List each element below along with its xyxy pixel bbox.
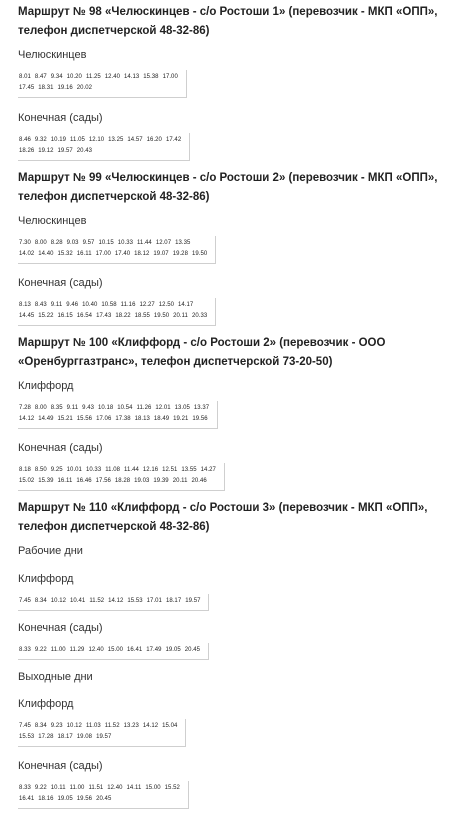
departure-time: 17.56 xyxy=(95,478,111,484)
departure-time: 9.22 xyxy=(34,785,47,791)
departure-time: 9.32 xyxy=(34,137,47,143)
departure-time: 13.05 xyxy=(174,405,190,411)
stop-label: Конечная (сады) xyxy=(18,442,103,454)
departure-time: 17.00 xyxy=(95,251,111,257)
stop-label: Клиффорд xyxy=(18,698,74,710)
departure-time: 20.45 xyxy=(96,796,112,802)
departure-time: 9.46 xyxy=(66,302,79,308)
stop-label: Клиффорд xyxy=(18,380,74,392)
departure-time: 13.37 xyxy=(193,405,210,411)
departure-time: 17.28 xyxy=(38,734,54,740)
departure-time: 10.40 xyxy=(82,302,98,308)
departure-time: 15.53 xyxy=(127,598,143,604)
times-row xyxy=(19,465,220,476)
departure-time: 11.05 xyxy=(70,137,85,143)
departure-time: 19.56 xyxy=(192,416,208,422)
timetable-box xyxy=(18,236,216,264)
departure-time: 19.08 xyxy=(76,734,93,740)
stop-label: Конечная (сады) xyxy=(18,112,103,124)
departure-time: 10.12 xyxy=(50,598,67,604)
timetable-box xyxy=(18,781,189,809)
departure-time: 8.50 xyxy=(34,467,47,473)
departure-time: 14.17 xyxy=(178,302,194,308)
departure-time: 14.40 xyxy=(38,251,54,257)
stop-label: Челюскинцев xyxy=(18,49,87,61)
departure-time: 16.20 xyxy=(146,137,162,143)
departure-time: 10.19 xyxy=(50,137,67,143)
departure-time: 19.50 xyxy=(191,251,208,257)
departure-time: 12.07 xyxy=(155,240,172,246)
departure-time: 11.44 xyxy=(124,467,139,473)
times-row xyxy=(19,783,184,794)
weekdays-heading: Рабочие дни xyxy=(18,545,83,557)
departure-time: 11.00 xyxy=(69,785,85,791)
stop-label: Челюскинцев xyxy=(18,215,87,227)
departure-time: 15.39 xyxy=(38,478,54,484)
departure-time: 19.05 xyxy=(57,796,73,802)
departure-time: 12.01 xyxy=(155,405,171,411)
departure-time: 13.25 xyxy=(108,137,124,143)
route-100-title: Маршрут № 100 «Клиффорд - с/о Ростоши 2» (перевозчик - ООО «Оренбурггазтранс», телефон диспетчерской 73-20-50) xyxy=(18,337,386,368)
departure-time: 11.52 xyxy=(89,598,105,604)
departure-time: 15.02 xyxy=(19,478,35,484)
timetable-box xyxy=(18,594,209,611)
departure-time: 8.18 xyxy=(19,467,31,473)
departure-time: 15.38 xyxy=(143,74,159,80)
departure-time: 12.50 xyxy=(158,302,174,308)
stop-label: Конечная (сады) xyxy=(18,622,103,634)
departure-time: 8.00 xyxy=(34,405,47,411)
stop-label: Клиффорд xyxy=(18,573,74,585)
departure-time: 13.35 xyxy=(175,240,191,246)
departure-time: 11.25 xyxy=(85,74,101,80)
departure-time: 14.02 xyxy=(19,251,35,257)
departure-time: 12.40 xyxy=(107,785,123,791)
departure-time: 11.51 xyxy=(88,785,104,791)
departure-time: 8.00 xyxy=(34,240,47,246)
departure-time: 9.11 xyxy=(50,302,63,308)
departure-time: 17.01 xyxy=(146,598,162,604)
route-110-title: Маршрут № 110 «Клиффорд - с/о Ростоши 3» (перевозчик - МКП «ОПП», телефон диспетчерской 48-32-86) xyxy=(18,502,428,533)
departure-time: 12.16 xyxy=(142,467,159,473)
departure-time: 12.10 xyxy=(88,137,105,143)
departure-time: 10.01 xyxy=(66,467,82,473)
departure-time: 10.18 xyxy=(98,405,114,411)
departure-time: 18.22 xyxy=(115,313,131,319)
departure-time: 9.25 xyxy=(50,467,63,473)
departure-time: 12.40 xyxy=(88,647,104,653)
departure-time: 17.38 xyxy=(115,416,131,422)
route-99-title: Маршрут № 99 «Челюскинцев - с/о Ростоши 2» (перевозчик - МКП «ОПП», телефон диспетчерской 48-32-86) xyxy=(18,172,438,203)
departure-time: 16.46 xyxy=(76,478,92,484)
departure-time: 12.40 xyxy=(104,74,121,80)
departure-time: 13.55 xyxy=(181,467,197,473)
departure-time: 8.01 xyxy=(19,74,31,80)
stop-label: Конечная (сады) xyxy=(18,760,103,772)
departure-time: 14.13 xyxy=(124,74,140,80)
departure-time: 15.00 xyxy=(107,647,123,653)
departure-time: 15.53 xyxy=(19,734,35,740)
departure-time: 16.15 xyxy=(57,313,73,319)
departure-time: 19.12 xyxy=(38,148,54,154)
timetable-box xyxy=(18,133,190,161)
departure-time: 17.43 xyxy=(96,313,112,319)
departure-time: 11.26 xyxy=(136,405,152,411)
times-row xyxy=(19,146,185,157)
times-row xyxy=(19,645,204,656)
departure-time: 18.12 xyxy=(134,251,150,257)
departure-time: 7.30 xyxy=(19,240,31,246)
departure-time: 18.49 xyxy=(153,416,170,422)
times-row xyxy=(19,732,181,743)
departure-time: 8.28 xyxy=(50,240,63,246)
departure-time: 14.12 xyxy=(108,598,124,604)
departure-time: 18.13 xyxy=(134,416,150,422)
timetable-box xyxy=(18,401,218,429)
departure-time: 18.55 xyxy=(134,313,150,319)
departure-time: 15.56 xyxy=(76,416,93,422)
departure-time: 17.45 xyxy=(19,85,35,91)
departure-time: 16.11 xyxy=(76,251,92,257)
departure-time: 9.43 xyxy=(82,405,94,411)
departure-time: 19.05 xyxy=(165,647,181,653)
departure-time: 14.27 xyxy=(200,467,216,473)
departure-time: 19.50 xyxy=(153,313,170,319)
departure-time: 11.00 xyxy=(50,647,66,653)
departure-time: 18.17 xyxy=(165,598,182,604)
departure-time: 8.35 xyxy=(50,405,63,411)
departure-time: 16.11 xyxy=(57,478,73,484)
departure-time: 19.57 xyxy=(185,598,201,604)
timetable-box xyxy=(18,298,216,326)
departure-time: 10.58 xyxy=(101,302,117,308)
departure-time: 18.31 xyxy=(38,85,54,91)
departure-time: 11.16 xyxy=(120,302,136,308)
departure-time: 14.49 xyxy=(38,416,54,422)
times-row xyxy=(19,238,211,249)
departure-time: 20.43 xyxy=(76,148,93,154)
departure-time: 15.22 xyxy=(38,313,54,319)
departure-time: 19.03 xyxy=(134,478,150,484)
times-row xyxy=(19,83,182,94)
departure-time: 7.45 xyxy=(19,598,31,604)
times-row xyxy=(19,311,211,322)
timetable-box xyxy=(18,463,225,491)
times-row xyxy=(19,476,220,487)
departure-time: 19.16 xyxy=(57,85,73,91)
departure-time: 16.54 xyxy=(76,313,93,319)
times-row xyxy=(19,72,182,83)
departure-time: 10.41 xyxy=(70,598,86,604)
departure-time: 10.33 xyxy=(85,467,102,473)
departure-time: 14.12 xyxy=(142,723,159,729)
departure-time: 13.23 xyxy=(123,723,139,729)
departure-time: 8.47 xyxy=(34,74,47,80)
times-row xyxy=(19,249,211,260)
departure-time: 8.43 xyxy=(34,302,47,308)
departure-time: 8.33 xyxy=(19,647,31,653)
departure-time: 9.11 xyxy=(66,405,79,411)
departure-time: 9.57 xyxy=(82,240,95,246)
departure-time: 19.57 xyxy=(96,734,112,740)
departure-time: 8.33 xyxy=(19,785,31,791)
weekends-heading: Выходные дни xyxy=(18,671,93,683)
departure-time: 16.41 xyxy=(126,647,143,653)
departure-time: 10.15 xyxy=(98,240,114,246)
departure-time: 16.41 xyxy=(19,796,35,802)
departure-time: 9.34 xyxy=(50,74,63,80)
departure-time: 17.00 xyxy=(162,74,178,80)
times-row xyxy=(19,596,204,607)
departure-time: 8.34 xyxy=(34,598,47,604)
departure-time: 9.23 xyxy=(50,723,63,729)
departure-time: 20.45 xyxy=(184,647,201,653)
timetable-box xyxy=(18,70,187,98)
departure-time: 11.08 xyxy=(105,467,121,473)
departure-time: 18.26 xyxy=(19,148,35,154)
departure-time: 19.28 xyxy=(172,251,188,257)
departure-time: 20.33 xyxy=(191,313,208,319)
departure-time: 12.27 xyxy=(139,302,155,308)
departure-time: 20.46 xyxy=(191,478,207,484)
departure-time: 20.11 xyxy=(173,313,188,319)
times-row xyxy=(19,794,184,805)
departure-time: 9.22 xyxy=(34,647,47,653)
departure-time: 10.12 xyxy=(66,723,82,729)
departure-time: 14.57 xyxy=(127,137,143,143)
departure-time: 14.45 xyxy=(19,313,35,319)
departure-time: 10.20 xyxy=(66,74,82,80)
departure-time: 17.40 xyxy=(114,251,131,257)
times-row xyxy=(19,403,213,414)
departure-time: 15.00 xyxy=(145,785,161,791)
departure-time: 19.21 xyxy=(173,416,189,422)
departure-time: 19.39 xyxy=(153,478,169,484)
route-98-title: Маршрут № 98 «Челюскинцев - с/о Ростоши 1» (перевозчик - МКП «ОПП», телефон диспетчерской 48-32-86) xyxy=(18,6,438,37)
departure-time: 7.28 xyxy=(19,405,31,411)
departure-time: 8.46 xyxy=(19,137,31,143)
departure-time: 7.45 xyxy=(19,723,31,729)
departure-time: 14.12 xyxy=(19,416,35,422)
departure-time: 15.04 xyxy=(162,723,178,729)
departure-time: 19.56 xyxy=(76,796,93,802)
departure-time: 17.49 xyxy=(146,647,162,653)
departure-time: 11.44 xyxy=(136,240,152,246)
departure-time: 18.16 xyxy=(38,796,54,802)
times-row xyxy=(19,300,211,311)
departure-time: 14.11 xyxy=(126,785,142,791)
departure-time: 10.11 xyxy=(50,785,66,791)
departure-time: 19.57 xyxy=(57,148,73,154)
departure-time: 11.29 xyxy=(69,647,85,653)
timetable-box xyxy=(18,643,209,660)
departure-time: 18.17 xyxy=(57,734,73,740)
departure-time: 11.03 xyxy=(85,723,101,729)
departure-time: 9.03 xyxy=(66,240,79,246)
departure-time: 17.42 xyxy=(165,137,182,143)
departure-time: 15.32 xyxy=(57,251,73,257)
departure-time: 17.06 xyxy=(96,416,112,422)
times-row xyxy=(19,721,181,732)
departure-time: 12.51 xyxy=(162,467,178,473)
departure-time: 20.02 xyxy=(76,85,93,91)
departure-time: 8.34 xyxy=(34,723,47,729)
departure-time: 18.28 xyxy=(114,478,131,484)
departure-time: 10.33 xyxy=(117,240,133,246)
departure-time: 11.52 xyxy=(104,723,120,729)
times-row xyxy=(19,414,213,425)
departure-time: 15.52 xyxy=(164,785,180,791)
departure-time: 15.21 xyxy=(57,416,73,422)
departure-time: 20.11 xyxy=(172,478,188,484)
departure-time: 10.54 xyxy=(117,405,133,411)
departure-time: 8.13 xyxy=(19,302,31,308)
times-row xyxy=(19,135,185,146)
stop-label: Конечная (сады) xyxy=(18,277,103,289)
timetable-box xyxy=(18,719,186,747)
departure-time: 19.07 xyxy=(153,251,169,257)
